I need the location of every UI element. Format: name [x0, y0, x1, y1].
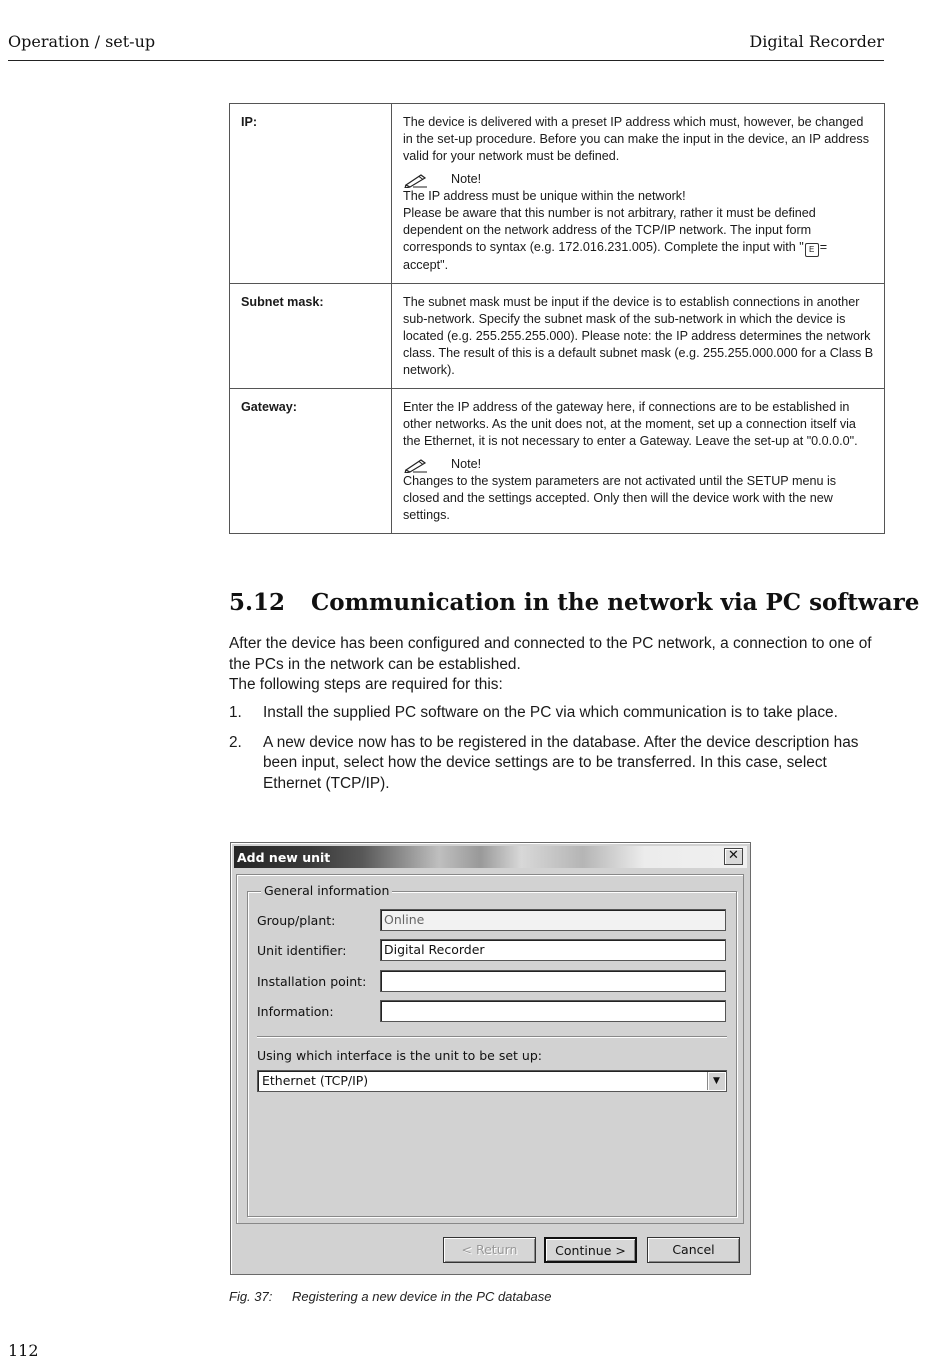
figure-number: Fig. 37: — [229, 1289, 273, 1304]
table-row — [230, 104, 885, 284]
information-label: Information: — [257, 1004, 334, 1019]
note-text: Changes to the system parameters are not activated until the SETUP menu is closed and the settings accepted. Only then will the device work with the new settings. — [403, 474, 837, 522]
section-heading — [229, 589, 919, 616]
note-label: Note! — [451, 172, 482, 186]
paragraph: The device is delivered with a preset IP address which must, however, be changed in the set-up procedure. Before you can make the input in the device, an IP address valid for your network must be defined. — [403, 115, 870, 163]
general-information-group — [247, 883, 737, 1217]
header-rule — [8, 60, 884, 61]
close-icon[interactable]: ✕ — [724, 848, 743, 865]
param-description-subnet — [392, 284, 885, 389]
installation-point-input[interactable] — [380, 970, 726, 992]
section-number: 5.12 — [229, 589, 286, 616]
cancel-button[interactable]: Cancel — [647, 1237, 740, 1263]
running-header-section: Operation / set-up — [8, 32, 156, 51]
paragraph: Enter the IP address of the gateway here, if connections are to be established in other networks. As the unit does not, at the moment, set up a connection itself via the Ethernet, it is not necessary to enter a Gateway. Leave the set-up at "0.0.0.0". — [403, 400, 858, 448]
enter-key-icon: E — [805, 243, 819, 257]
pencil-note-icon — [403, 457, 429, 473]
interface-select[interactable] — [257, 1070, 727, 1092]
group-plant-label: Group/plant: — [257, 913, 336, 928]
field-row-unit-identifier — [257, 939, 727, 962]
network-parameter-table — [229, 103, 885, 534]
field-row-information — [257, 1000, 727, 1023]
param-name-subnet: Subnet mask: — [230, 284, 392, 389]
field-row-installation-point — [257, 970, 727, 993]
chevron-down-icon[interactable]: ▼ — [707, 1072, 725, 1090]
intro-paragraph: After the device has been configured and connected to the PC network, a connection to one of the PCs in the network can be established. The following steps are required for this: — [229, 635, 872, 693]
page-number: 112 — [8, 1341, 39, 1360]
paragraph: The subnet mask must be input if the device is to establish connections in another sub-network. Specify the subnet mask of the sub-network in which the device is located (e.g. 255.255.255.000). Please note: the IP address determines the network class. The result of this is a default subnet mask (e.g. 255.255.000.000 for a Class B network). — [403, 295, 874, 377]
figure-caption — [229, 1289, 551, 1304]
param-description-gateway — [392, 389, 885, 534]
paragraph: Please be aware that this number is not arbitrary, rather it must be defined dependent on the network address of the TCP/IP network. The input form corresponds to syntax (e.g. 172.016.231.005). Complete the input with " E = accept". — [403, 206, 828, 272]
running-header-title: Digital Recorder — [749, 32, 884, 51]
table-row — [230, 284, 885, 389]
group-legend: General information — [261, 883, 392, 898]
information-input[interactable] — [380, 1000, 726, 1022]
param-description-ip — [392, 104, 885, 284]
group-divider — [257, 1036, 727, 1038]
dialog-panel — [236, 874, 744, 1224]
param-name-gateway: Gateway: — [230, 389, 392, 534]
dialog-title: Add new unit — [237, 850, 331, 865]
note-text: The IP address must be unique within the network! — [403, 189, 686, 203]
note-label: Note! — [451, 457, 482, 471]
dialog-titlebar — [234, 846, 747, 868]
note-block — [403, 171, 874, 205]
unit-identifier-label: Unit identifier: — [257, 943, 347, 958]
param-name-ip: IP: — [230, 104, 392, 284]
table-row — [230, 389, 885, 534]
interface-selected-value: Ethernet (TCP/IP) — [262, 1073, 369, 1088]
field-row-group-plant — [257, 909, 727, 932]
continue-button[interactable]: Continue > — [544, 1237, 637, 1263]
add-new-unit-dialog — [230, 842, 751, 1275]
return-button[interactable]: < Return — [443, 1237, 536, 1263]
section-title: Communication in the network via PC software — [311, 589, 920, 616]
list-item: 2. A new device now has to be registered in the database. After the device description has been input, select how the device settings are to be transferred. In this case, select Ethernet (TCP/IP). — [229, 733, 859, 792]
figure-caption-text: Registering a new device in the PC database — [292, 1289, 552, 1304]
note-block — [403, 456, 874, 524]
group-plant-input[interactable]: Online — [380, 909, 726, 931]
steps-list — [229, 703, 889, 803]
list-item: 1. Install the supplied PC software on the PC via which communication is to take place. — [229, 704, 838, 721]
interface-label: Using which interface is the unit to be set up: — [257, 1048, 542, 1063]
installation-point-label: Installation point: — [257, 974, 367, 989]
unit-identifier-input[interactable]: Digital Recorder — [380, 939, 726, 961]
pencil-note-icon — [403, 172, 429, 188]
